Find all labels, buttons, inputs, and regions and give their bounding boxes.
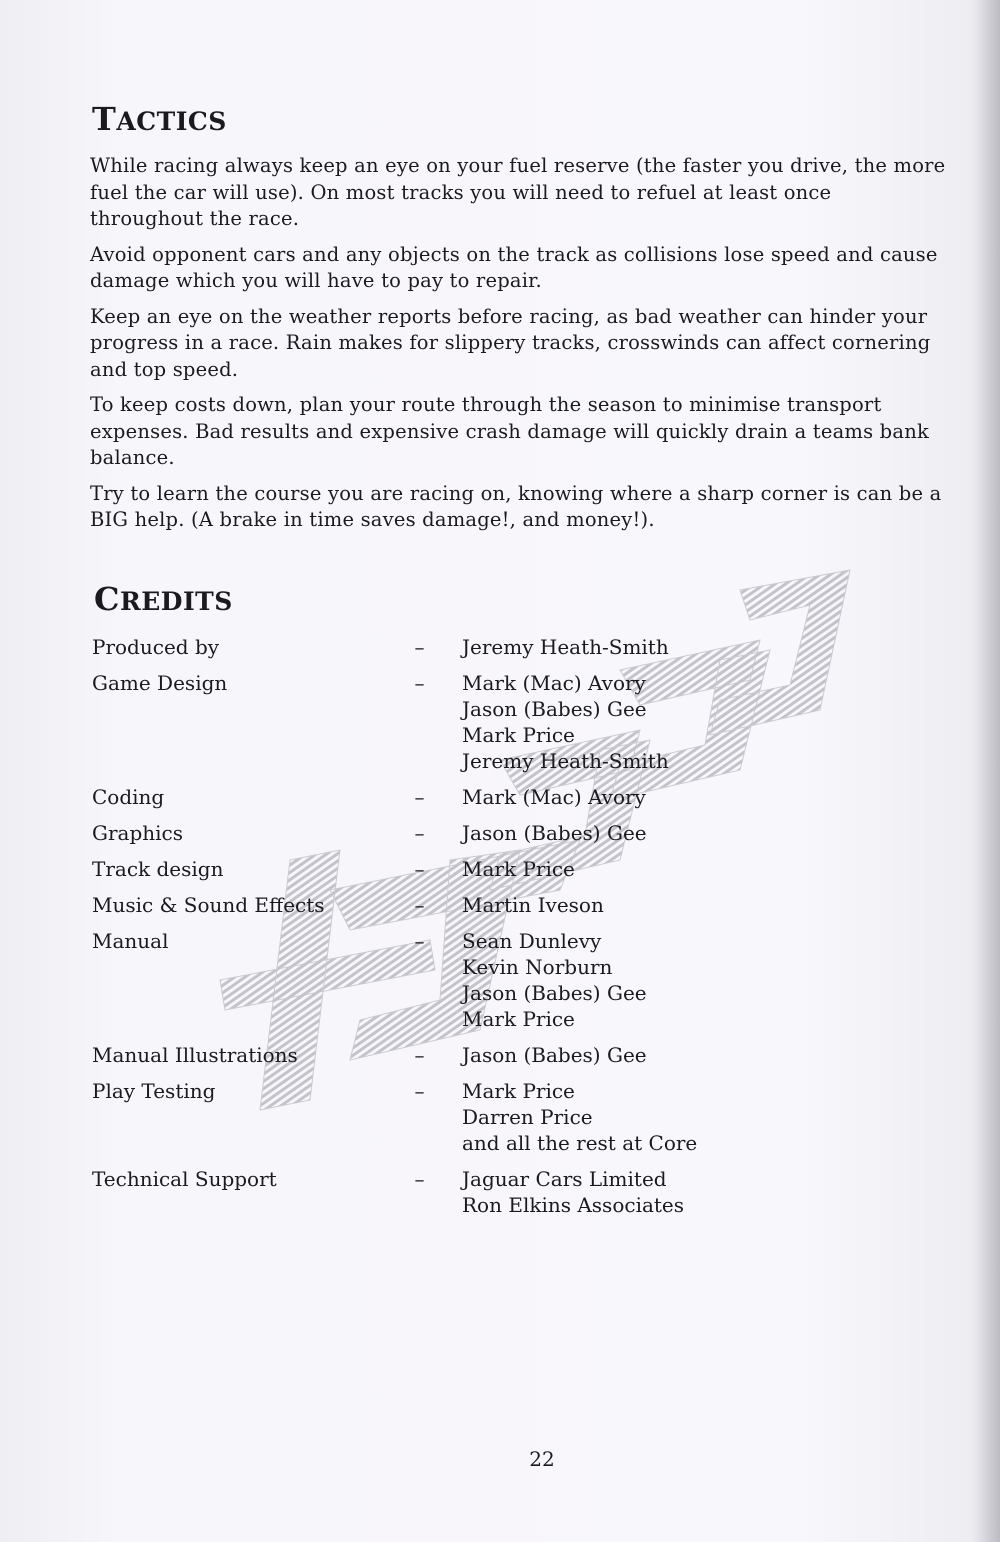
credit-name: Jeremy Heath-Smith [462,749,669,773]
credit-dash: – [414,635,425,659]
credit-role: Graphics [92,821,184,845]
credit-name: and all the rest at Core [462,1131,698,1155]
credit-name: Mark Price [462,723,575,747]
credits-heading [94,580,233,618]
credit-role: Game Design [92,671,228,695]
credit-name: Jeremy Heath-Smith [462,635,669,659]
credit-name: Martin Iveson [462,893,604,917]
credit-name: Mark Price [462,857,575,881]
credit-row [92,784,892,810]
credit-dash: – [414,671,425,695]
credit-row [92,892,892,918]
credit-dash: – [414,929,425,953]
credit-names [462,892,892,918]
credit-name: Sean Dunlevy [462,929,602,953]
credit-role: Technical Support [92,1167,277,1191]
credit-names [462,856,892,882]
credit-dash: – [414,821,425,845]
credits-heading-cap: C [94,580,120,618]
credit-role: Play Testing [92,1079,216,1103]
credit-row [92,1078,892,1156]
credit-names [462,670,892,774]
credit-name: Jaguar Cars Limited [462,1167,667,1191]
credit-name: Mark Price [462,1079,575,1103]
credit-name: Jason (Babes) Gee [462,821,647,845]
credit-dash: – [414,893,425,917]
tactics-body [90,153,950,543]
tactics-heading [92,100,227,138]
credit-names [462,928,892,1032]
credit-name: Mark (Mac) Avory [462,785,646,809]
credits-list [92,634,892,1228]
credit-role: Produced by [92,635,220,659]
credit-name: Mark (Mac) Avory [462,671,646,695]
credit-name: Jason (Babes) Gee [462,1043,647,1067]
credits-heading-rest: REDITS [119,587,233,616]
tactics-paragraph: Keep an eye on the weather reports before racing, as bad weather can hinder your progress in a race. Rain makes for slippery tracks, crosswinds can affect cornering and top speed. [90,304,931,381]
credit-row [92,928,892,1032]
credit-names [462,1042,892,1068]
credit-row [92,1042,892,1068]
tactics-paragraph: Try to learn the course you are racing on, knowing where a sharp corner is can be a BIG help. (A brake in time saves damage!, and money!). [90,481,942,531]
binding-shadow [974,0,1000,1542]
credit-role: Music & Sound Effects [92,893,325,917]
credit-role: Coding [92,785,165,809]
credit-name: Darren Price [462,1105,593,1129]
credit-name: Jason (Babes) Gee [462,697,647,721]
credit-names [462,1078,892,1156]
credit-row [92,1166,892,1218]
credit-name: Jason (Babes) Gee [462,981,647,1005]
tactics-heading-cap: T [92,100,117,138]
credit-row [92,856,892,882]
credit-name: Mark Price [462,1007,575,1031]
credit-role: Manual Illustrations [92,1043,298,1067]
credit-role: Track design [92,857,224,881]
credit-names [462,784,892,810]
credit-name: Kevin Norburn [462,955,613,979]
credit-dash: – [414,1079,425,1103]
credit-name: Ron Elkins Associates [462,1193,685,1217]
credit-row [92,634,892,660]
credit-dash: – [414,1167,425,1191]
credit-names [462,820,892,846]
credit-dash: – [414,857,425,881]
credit-dash: – [414,785,425,809]
credit-names [462,634,892,660]
credit-row [92,670,892,774]
tactics-paragraph: Avoid opponent cars and any objects on the track as collisions lose speed and cause damage which you will have to pay to repair. [90,242,938,292]
credit-names [462,1166,892,1218]
page-number: 22 [529,1447,555,1471]
credit-dash: – [414,1043,425,1067]
credit-row [92,820,892,846]
tactics-paragraph: While racing always keep an eye on your fuel reserve (the faster you drive, the more fuel the car will use). On most tracks you will need to refuel at least once throughout the race. [90,154,946,230]
tactics-paragraph: To keep costs down, plan your route through the season to minimise transport expenses. Bad results and expensive crash damage will quickly drain a teams bank balance. [90,393,929,469]
credit-role: Manual [92,929,169,953]
tactics-heading-rest: ACTICS [116,107,227,136]
